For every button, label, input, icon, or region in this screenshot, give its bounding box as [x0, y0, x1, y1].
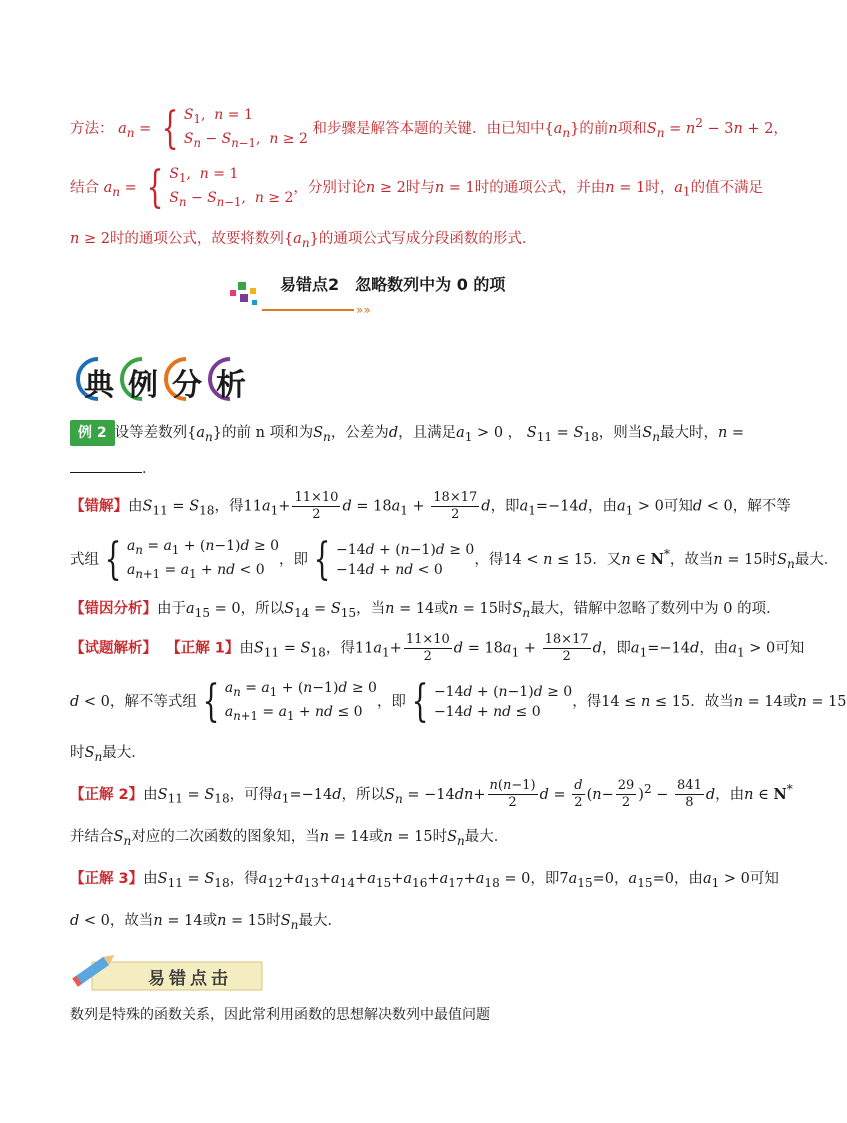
reason-line: 【错因分析】由于$a_{15} = 0$，所以$S_{14} = S_{15}$，当n = 14或n = 15时$S_n$最大，错解中忽略了数列中为 0 的项． — [70, 601, 781, 620]
correct3-tag: 【正解 3】 — [70, 871, 144, 887]
brace-left: { — [161, 102, 179, 154]
example-line: 例 2 设等差数列$\{a_n\}$的前 n 项和为$S_n$，公差为d，且满足$a_1 > 0$ ， $S_{11} = S_{18}$，则当$S_n$最大时，n = — [70, 420, 724, 448]
tip-banner — [70, 944, 270, 994]
banner-example-analysis — [76, 356, 276, 402]
wrong-solution-line-2: 式组 { $a_n = a_1 + (n-1)d \ge 0$ $a_{n+1} = a_1$ + nd < 0，即 { −14d + (n−1)d ≥ 0 −14d + nd < 0，得14 < n ≤ 15．又n ∈ N*，故当n = 15时$S_n$最大． — [70, 533, 839, 585]
combine-line: 结合 $a_n$ = { $S_1$, n = 1 $S_n - S_{n-1}$, n ≥ 2，分别讨论n ≥ 2时与n = 1时的通项公式，并由n = 1时，$a_1$的值不满足 — [70, 161, 764, 213]
correct1-line-2: d < 0，解不等式组 { $a_n = a_1 + (n-1)d \ge 0$ $a_{n+1} = a_1$ + nd ≤ 0，即 { −14d + (n−1)d ≥ 0 −14d + nd ≤ 0，得14 ≤ n ≤ 15．故当n = 14或n = 15 — [70, 675, 847, 727]
correct3-line-2: d < 0，故当n = 14或n = 15时$S_n$最大． — [70, 913, 342, 932]
analysis-tag: 【试题解析】 — [70, 640, 157, 657]
correct3-line-1: 【正解 3】由$S_{11} = S_{18}$，得$a_{12}+a_{13}+a_{14}+a_{15}+a_{16}+a_{17}+a_{18} = 0$，即$7a_{15}=0$，$a_{15}=0$，由$a_1 > 0$可知 — [70, 871, 779, 890]
piecewise-case: $S_1$, n = 1 $S_n - S_{n-1}$, n ≥ 2 — [183, 107, 308, 150]
banner-char-3: 分 — [172, 368, 202, 403]
example-answer-line: ． — [70, 458, 724, 480]
banner-char-2: 例 — [128, 368, 158, 403]
method-text-1: 和步骤是解答本题的关键．由已知中 — [312, 120, 545, 137]
correct2-line-1: 【正解 2】由$S_{11} = S_{18}$，可得$a_1=-14d$，所以$S_n = -14dn+$ $\frac{n(n-1)}{2}$ d = $\frac{d}{2}$ (n− $\frac{29}{2}$ )$^2$ − $\frac{841}{8}$ d，由n ∈ N* — [70, 778, 793, 811]
method-line: 方法： $a_n$ = { $S_1$, n = 1 $S_n - S_{n-1}$, n ≥ 2 和步骤是解答本题的关键．由已知中$\{a_n\}$的前n项和$S_n = n^2 - 3n + 2$， — [70, 102, 788, 154]
answer-blank — [70, 458, 142, 473]
tip-text: 数列是特殊的函数关系，因此常利用函数的思想解决数列中最值问题 — [70, 1007, 490, 1023]
example-badge: 例 2 — [70, 420, 115, 446]
tip-label: 易错点击 — [148, 969, 232, 989]
correct1-line-3: 时$S_n$最大． — [70, 745, 146, 764]
banner-char-1: 典 — [84, 368, 114, 403]
wrong-solution-line-1: 【错解】由$S_{11} = S_{18}$，得$11a_1+$ $\frac{11\times 10}{2}$ $d = 18a_1$ + $\frac{18\times 17}{2}$ d，即$a_1=-14d$，由$a_1 > 0$可知d < 0，解不等 — [70, 490, 791, 522]
wrong-tag: 【错解】 — [70, 498, 128, 515]
correct2-line-2: 并结合$S_n$对应的二次函数的图象知，当n = 14或n = 15时$S_n$最大． — [70, 829, 509, 848]
reason-tag: 【错因分析】 — [70, 601, 157, 617]
correct1-tag: 【正解 1】 — [166, 640, 240, 657]
banner-char-4: 析 — [216, 368, 246, 403]
svg-text:»»: »» — [356, 303, 371, 317]
correct1-line-1: 【试题解析】 【正解 1】由$S_{11} = S_{18}$，得$11a_1+$ $\frac{11\times 10}{2}$ $d = 18a_1$ + $\frac{18\times 17}{2}$ d，即$a_1=-14d$，由$a_1 > 0$可知 — [70, 632, 805, 664]
section-title: 易错点2 忽略数列中为 0 的项 — [280, 275, 506, 294]
combine-line-2: n ≥ 2时的通项公式，故要将数列$\{a_n\}$的通项公式写成分段函数的形式． — [70, 231, 537, 250]
method-label: 方法： — [70, 120, 114, 137]
correct2-tag: 【正解 2】 — [70, 786, 144, 803]
